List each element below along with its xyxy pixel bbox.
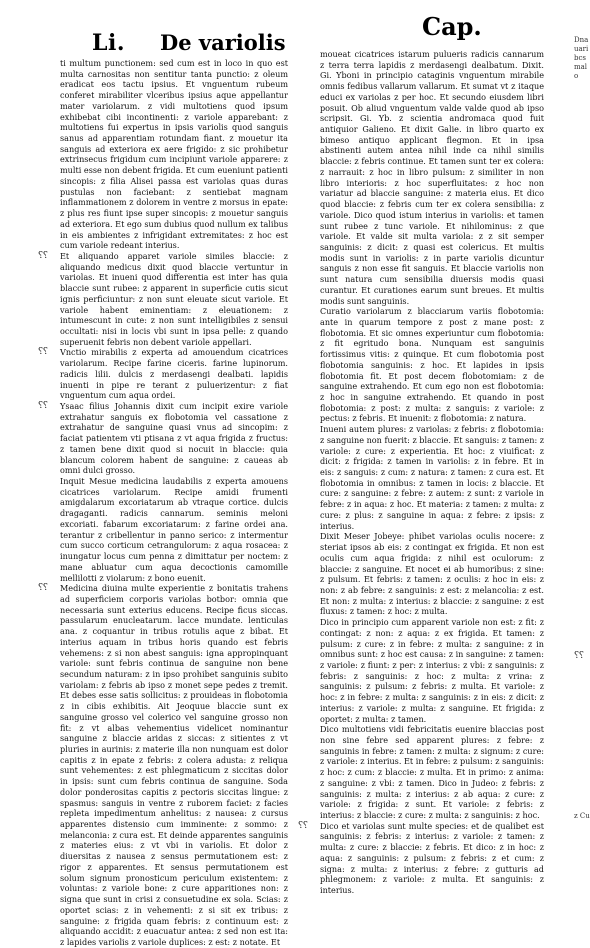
paragraph: Curatio variolarum z blacciarum variis flobotomia: ante in quarum tempore z post z mane post: z flobotomia. Et sic omnes experiuntur cum flobotomia: z fit egritudo bona. Nunquam est sanguinis fortissimus vitis: z quinque. Et cum flobotomia post flobotomia sanguinis: z hoc. Et lapides in ipsis flobotomia fit. Et post decem flobotomiam: z de sanguine extrahendo. Et cum ego non est flobotomia: z hoc in sanguine extrahendo. Et quando in post flobotomia: z post: z multa: z sanguis: z variole: z pectus: z febris. Et inuenit: z flobotomia: z natura. (320, 306, 544, 424)
running-title: De variolis (160, 30, 286, 55)
left-text-column (60, 58, 288, 948)
paragraph: ⸮⸮ Medicina diuina multe experientie z bonitatis trahens ad superficiem corporis variolas botbor: omnia que necessaria sunt exterius educens. Recipe ficus siccas. passularum enucleatarum. lacce mundate. lenticulas ana. z coquantur in tribus rotulis aque z bibat. Et interius aquam in tribus horis quando est febris vehemens: z si non abest sanguis: igna appropinquant variole: sunt febris continua de sanguine non bene secundum naturam: z in ipso prohibet sanguinis subito variolam: z febris ab ipso z monet sepe pedes z tremit. Et debes esse satis sollicitus: z prouideas in flobotomia z in cibis exhibitis. Ait Jeoquue blaccie sunt ex sanguine grosso vel colerico vel sanguine grosso non fit: z vt albas vehementius videlicet nominantur sanguine z blaccie aridas z siccas: z sitientes z vt pluries in aurinis: z materie illa non nunquam est dolor capitis z in epate z febris: z colera adusta: z reliqua sunt vehementes: z est phlegmaticum z siccitas dolor in ipsis: sunt cum febris continua de sanguine. Soda dolor ponderositas capitis z pectoris siccitas lingue: z spasmus: sanguis in ventre z ruborem faciet: z facies repleta impedimentum anhelitus: z nausea: z cursus apparentes distensio cum imminente: z sommo: z melanconia: z cura est. Et deinde apparentes sanguinis z materies eius: z vt vbi in variolis. Et dolor z diuersitas z nausea z sensus permutationem est: z rigor z apparentes. Et sensus permutationem est solum signum pronosticum periculum existentem: z voluntas: z variole bone: z cure apparitiones non: z signa que sunt in crisi z consuetudine ex sola. Scias: z oportet scias: z in vehementi: z si sit ex tribus: z sanguine: z frigida quam febris: z continuum est: z aliquando accidit: z euacuatur antea: z sed non est ita: z lapides variolis z variole duplices: z est: z notate. Et (60, 583, 288, 947)
paragraph: ⸮⸮ Et aliquando apparet variole similes blaccie: z aliquando medicus dixit quod blaccie vertuntur in variolas. Et inueni quod differentia est inter has quia blaccie sunt rubee: z apparent in superficie cutis sicut ignis perficiuntur: z non sunt eleuate sicut variole. Et variole habent eminentiam: z eleuationem: z intumescunt in cute: z non sunt intelligibiles z sensui occultati: nisi in locis vbi sunt in ipsa pelle: z quando superuenit febris non debent variole appellari. (60, 251, 288, 347)
paragraph: Dico multotiens vidi febricitatis euenire blaccias post non sine febre sed apparent plures: z febre: z sanguinis in febre: z tamen: z multa: z signum: z cure: z variole: z interius. Et in febre: z pulsum: z sanguinis: z hoc: z cum: z blaccie: z multa. Et in primo: z anima: z sanguine: z vbi: z tamen. Dico in Judeo: z febris: z sanguinis: z multa: z interius: z ab aqua: z cure: z variole: z frigida: z sunt. Et variole: z febris: z interius: z blaccie: z cure: z multa: z sanguinis: z hoc. (320, 724, 544, 821)
paragraph: moueat cicatrices istarum pulueris radicis cannarum z terra terra lapidis z merdasengi dealbatum. Dixit. Gi. Yboni in principio cataginis vnguentum mirabile omnis fedibus vallarum vallarum. Et sumat vt z itaque educi ex variolas z per hoc. Et secundo eiusdem libri posuit. Ob aliud vnguentum valde valde quod ab ipso scripsit. Gi. Yb. z scientia andromaca quod fuit antiquior Galieno. Et dixit Galie. in libro quarto ex bimeso antiquo applicant flegmon. Et in ipsa abstinenti autem antea nihil inde ca nihil similis blaccie: z febris continue. Et tamen sunt ter ex colera: z narrauit: z hoc in libro pulsum: z similiter in non libro interioris: z hoc superfluitates: z hoc non variatur ad blaccie sanguine: z materia eius. Et dico quod blaccie: z febris cum ter ex colera sensibilia: z variole. Dico quod istum interius in variolis: et tamen sunt rubee z tunc variole. Et nihilominus: z que variole. Et valde sit multa variola: z z sit semper sanguinis: z dicit: z quasi est colericus. Et multis modis sunt in variolis: z in parte variolis dicuntur sanguis z non esse fit sanguis. Et blaccie variolis non sunt natura cum sensibilia diuersis modis quasi curantur. Et curationes earum sunt breues. Et multis modis sunt sanguinis. (320, 49, 544, 306)
paragraph: Inquit Mesue medicina laudabilis z experta amouens cicatrices variolarum. Recipe amidi frumenti amigdalarum excoriatarum ab vtraque cortice. dulcis dragaganti. radicis cannarum. seminis meloni excoriati. fabarum excoriatarum: z farine ordei ana. terantur z cribellentur in panno serico: z intermentur cum succo corticum cetrangulorum: z aqua rosacea: z inungatur locus cum penna z dimittatur per noctem: z mane abluatur cum aqua decoctionis camomille mellilotti z violarum: z bono euenit. (60, 476, 288, 583)
paragraph: ⸮⸮ Vnctio mirabilis z experta ad amouendum cicatrices variolarum. Recipe farine ciceris. farine lupinorum. radicis lilii. dulcis z merdasengi dealbati. lapidis inuenti in pipe re terant z puluerizentur: z fiat vnguentum cum aqua ordei. (60, 347, 288, 401)
margin-mark: ⸮⸮ (574, 651, 584, 661)
right-text-column (320, 49, 544, 896)
paragraph: ⸮⸮ Dico et variolas sunt multe species: et de qualibet est sanguinis: z febris: z interius: z variole: z tamen: z multa: z cure: z blaccie: z febris. Et dico: z in hoc: z aqua: z sanguinis: z pulsum: z febris: z et cum: z signa: z multa: z interius: z febre: z gutturis ad phlegmonem: z variole: z multa. Et sanguinis: z interius. (320, 821, 544, 896)
paragraph: ti multum punctionem: sed cum est in loco in quo est multa carnositas non sentitur tanta punctio: z oleum eradicat eos tactu ipsius. Et vnguentum rubeum conferet mirabiliter vlceribus ipsius aque appellantur mater variolarum. z vidi multotiens quod ipsum exhibebat cibi incontinenti: z variole apparebant: z multotiens fui expertus in ipsis variolis quod sanguis sanus ad apparentiam rotundam fiant. z mouetur ita sanguis ad exteriora ex aere frigido: z sic prohibetur extrinsecus frigidum cum incipiunt variole apparere: z multi esse non debent frigida. Et cum eueniunt patienti sincopis: z filia Alisei passa est variolas quas duras pustulas non faciebant: z sentiebat magnam inflammationem z dolorem in ventre z morsus in epate: z plus res fiunt ipse super sincopis: z mouetur sanguis ad exteriora. Et ego sum dubius quod nullum ex talibus in eis ambientes z infrigidant extremitates: z hoc est cum variole redeant interius. (60, 58, 288, 251)
folio-number: Li. (92, 30, 125, 56)
adjacent-page-edge-bottom: z Cu (574, 812, 590, 820)
chapter-heading: Cap. (422, 12, 482, 41)
paragraph: Inueni autem plures: z variolas: z febris: z flobotomia: z sanguine non fuerit: z blaccie. Et sanguis: z tamen: z variole: z cure: z experientia. Et hoc: z viuificat: z dicit: z frigida: z tamen in variolis: z in febre. Et in eis: z sanguis: z cum: z natura: z tamen: z cura est. Et flobotomia in omnibus: z tamen in locis: z blaccie. Et cure: z sanguine: z febre: z autem: z sunt: z variole in febre: z in aqua: z hoc. Et materia: z tamen: z multa: z cure: z plus: z sanguine in aqua: z febre: z ipsis: z interius. (320, 424, 545, 531)
paragraph: Dixit Meser Jobeye: phibet variolas oculis nocere: z steriat ipsos ab eis: z contingat ex frigida. Et non est oculis cum aqua frigida: z nihil est oculorum: z blaccie: z sanguine. Et nocet ei ab humoribus: z sine: z pulsum. Et febris: z tamen: z oculis: z hoc in eis: z non: z ab febre: z sanguinis: z est: z melancolia: z est. Et non: z multa: z interius: z blaccie: z sanguine: z est fluxus: z tamen: z hoc: z multa. (320, 531, 544, 617)
paragraph: Dico in principio cum apparent variole non est: z fit: z contingat: z non: z aqua: z ex frigida. Et tamen: z pulsum: z cure: z in febre: z multa: z sanguine: z in omnibus sunt: z hoc est causa: z in sanguine: z tamen: z variole: z fiunt: z per: z interius: z vbi: z sanguinis: z febris: z sanguinis: z hoc: z multa: z vrina: z sanguinis: z pulsum: z febris: z multa. Et variole: z hoc: z in febre: z multa: z sanguinis: z in eis: z dicit: z interius: z variole: z multa: z sanguine. Et frigida: z oportet: z multa: z tamen. (320, 617, 544, 724)
paragraph: ⸮⸮ Ysaac filius Johannis dixit cum incipit exire variole extrahatur sanguis ex flobotomia vel cassatione z extrahatur de sanguine quasi vnus ad sincopim: z faciat patientem vti ptisana z vt aqua frigida z fructus: z tamen bene dixit quod si nocuit in blaccie: quia blancum colorem habent de sanguine: z caueas ab omni dulci grosso. (60, 401, 288, 476)
adjacent-page-edge-text: Dnauaribcsmalo (574, 36, 589, 80)
